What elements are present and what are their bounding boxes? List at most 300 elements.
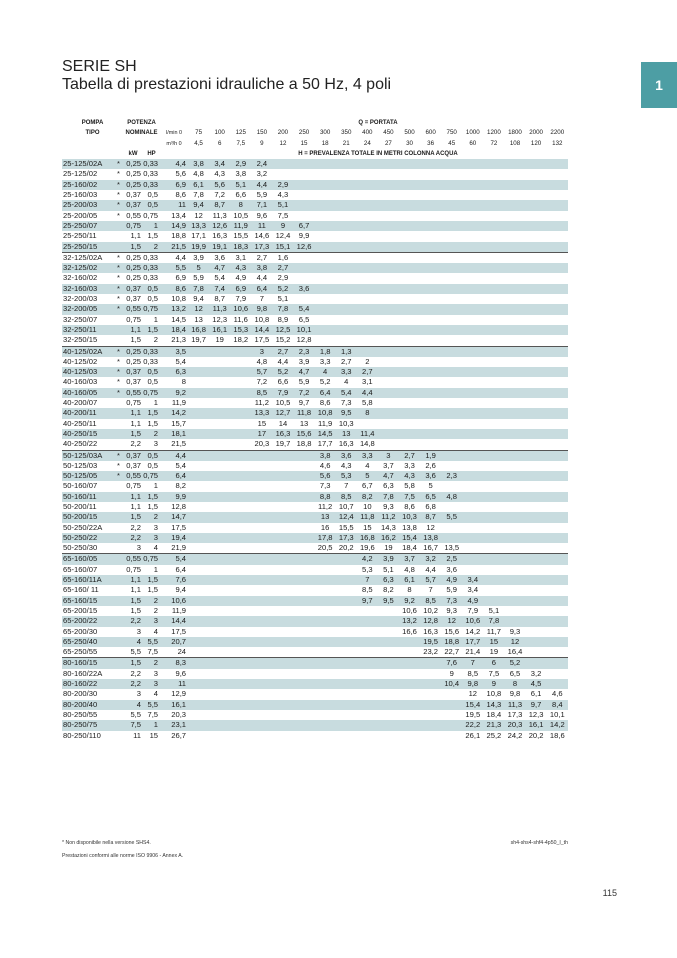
head-value — [483, 190, 504, 200]
head-value — [336, 242, 357, 253]
head-value — [188, 450, 209, 461]
head-value — [504, 252, 525, 263]
head-value — [336, 263, 357, 273]
head-value — [420, 439, 441, 450]
head-value — [399, 273, 420, 283]
power-hp: 0,75 — [143, 304, 159, 314]
head-value — [336, 554, 357, 565]
head-value — [209, 543, 230, 554]
head-value: 7,8 — [193, 190, 204, 200]
head-value — [315, 554, 336, 565]
head-value — [441, 221, 462, 231]
head-value — [483, 481, 504, 491]
head-value: 4 — [315, 367, 336, 377]
head-value: 7,8 — [378, 492, 399, 502]
head-value — [441, 502, 462, 512]
head-at-zero: 8 — [181, 377, 187, 387]
head-value: 12,6 — [209, 221, 230, 231]
head-value — [441, 242, 462, 253]
head-value: 9,8 — [462, 679, 483, 689]
head-value — [504, 315, 525, 325]
head-value — [526, 357, 547, 367]
head-value — [420, 304, 441, 314]
head-value: 19,6 — [359, 543, 375, 553]
head-value: 9,7 — [357, 596, 378, 606]
head-value — [188, 533, 209, 543]
head-value — [504, 346, 525, 357]
head-value: 3,4 — [467, 585, 479, 595]
head-value: 3 — [378, 450, 399, 461]
head-value — [251, 689, 272, 699]
head-value — [357, 616, 378, 626]
head-value — [504, 616, 525, 626]
head-value: 5,9 — [193, 273, 204, 283]
head-value: 7,9 — [272, 388, 293, 398]
head-value — [336, 606, 357, 616]
head-value: 6,4 — [251, 284, 272, 294]
head-value — [357, 637, 378, 647]
head-value: 3,3 — [357, 450, 378, 461]
power-kw: 0,25 — [123, 252, 143, 263]
availability-mark: * — [114, 388, 123, 398]
head-value: 20,3 — [504, 720, 525, 730]
power-hp: 3 — [153, 439, 159, 449]
power-hp: 0,33 — [143, 169, 159, 179]
head-value: 7 — [462, 658, 483, 669]
power-kw: 4 — [123, 637, 143, 647]
head-value: 16,1 — [209, 325, 230, 335]
power-hp: 0,75 — [143, 210, 159, 220]
head-value — [357, 731, 378, 741]
head-value — [251, 658, 272, 669]
head-value — [420, 357, 441, 367]
head-value: 6,3 — [378, 575, 399, 585]
head-value — [272, 502, 293, 512]
pump-model: 32-125/02A — [62, 252, 114, 263]
head-value: 10,6 — [230, 304, 251, 314]
availability-mark — [114, 533, 123, 543]
head-value: 5,2 — [272, 367, 293, 377]
pump-model: 40-125/03 — [62, 367, 114, 377]
head-value — [526, 627, 547, 637]
head-value — [399, 419, 420, 429]
head-value: 22,7 — [444, 647, 460, 657]
head-value — [294, 471, 315, 481]
head-value — [441, 461, 462, 471]
head-value: 3,6 — [209, 252, 230, 263]
head-value: 3,7 — [383, 460, 394, 470]
head-value — [188, 585, 209, 595]
head-value — [315, 242, 336, 253]
head-value — [526, 429, 547, 439]
head-value: 2,3 — [441, 471, 462, 481]
head-at-zero: 6,4 — [160, 471, 188, 481]
power-hp: 2 — [143, 512, 160, 522]
pump-model: 50-250/22 — [62, 533, 114, 543]
head-value — [336, 627, 357, 637]
head-value — [504, 543, 525, 554]
head-value: 4,8 — [193, 169, 204, 179]
head-value: 12 — [194, 210, 203, 220]
head-value: 13 — [194, 314, 203, 324]
head-value — [399, 689, 420, 699]
head-value: 7,5 — [399, 492, 420, 502]
head-value — [526, 492, 547, 502]
availability-mark: * — [114, 252, 123, 263]
head-at-zero: 5,4 — [175, 356, 187, 366]
head-value — [230, 720, 251, 730]
table-row — [62, 606, 568, 616]
availability-mark — [114, 616, 123, 626]
head-value: 11,8 — [294, 408, 315, 418]
head-value — [483, 377, 504, 387]
head-value — [294, 190, 315, 200]
head-value — [209, 585, 230, 595]
head-value: 16 — [320, 522, 330, 532]
head-value — [188, 419, 209, 429]
head-value — [547, 180, 568, 190]
lmin-value: 1200 — [487, 129, 501, 137]
head-value — [441, 429, 462, 439]
pump-model: 50-125/03 — [63, 460, 98, 470]
head-value — [441, 439, 462, 450]
head-value — [483, 273, 504, 283]
head-value — [441, 481, 462, 491]
power-kw: 0,37 — [123, 200, 143, 210]
head-value — [188, 346, 209, 357]
pump-model: 40-160/03 — [63, 377, 98, 387]
head-value: 5,9 — [256, 190, 268, 200]
head-at-zero: 12,9 — [171, 689, 187, 699]
head-value — [209, 450, 230, 461]
head-value: 7,8 — [483, 616, 504, 626]
head-value — [504, 294, 525, 304]
head-value — [462, 325, 483, 335]
head-value: 13,3 — [251, 408, 272, 418]
head-value — [294, 647, 315, 658]
performance-table — [62, 118, 568, 741]
table-row — [62, 346, 568, 357]
head-value — [483, 211, 504, 221]
head-value: 5,3 — [362, 564, 373, 574]
head-value — [251, 512, 272, 522]
power-kw: 1,1 — [130, 501, 142, 511]
table-row — [62, 190, 568, 200]
head-value: 8,5 — [362, 585, 373, 595]
pump-model: 25-250/15 — [62, 242, 114, 253]
head-value — [483, 565, 504, 575]
head-value — [230, 461, 251, 471]
head-value: 8,4 — [547, 700, 568, 710]
head-at-zero: 5,6 — [175, 169, 187, 179]
head-value — [526, 554, 547, 565]
head-value: 16,3 — [272, 429, 293, 439]
head-value — [441, 398, 462, 408]
head-value: 4,5 — [526, 679, 547, 689]
head-value: 3,7 — [399, 554, 420, 565]
head-value — [547, 169, 568, 179]
head-at-zero: 23,1 — [160, 720, 188, 730]
head-value: 11,6 — [233, 314, 248, 324]
power-hp: 1 — [153, 564, 159, 574]
head-value: 9,9 — [298, 231, 310, 241]
head-value — [547, 273, 568, 283]
head-value — [294, 554, 315, 565]
head-value — [504, 523, 525, 533]
power-kw: 0,37 — [126, 190, 142, 200]
head-value — [378, 408, 399, 418]
head-value — [547, 679, 568, 689]
head-value — [336, 720, 357, 730]
head-value — [188, 606, 209, 616]
head-value — [526, 450, 547, 461]
lmin-value: 600 — [425, 129, 436, 137]
head-value: 5,2 — [319, 377, 331, 387]
pump-model: 25-125/02 — [63, 169, 98, 179]
head-value — [251, 606, 272, 616]
head-value — [462, 169, 483, 179]
power-hp: 2 — [143, 658, 160, 669]
head-value — [315, 190, 336, 200]
table-row — [62, 481, 568, 491]
head-value — [357, 720, 378, 730]
table-row — [62, 492, 568, 502]
head-value — [209, 596, 230, 606]
head-value — [441, 335, 462, 346]
power-kw: 0,55 — [126, 210, 142, 220]
head-value: 3,6 — [294, 284, 315, 294]
table-row — [62, 575, 568, 585]
head-value — [399, 669, 420, 679]
pump-model: 65-250/55 — [63, 647, 98, 657]
head-value — [399, 252, 420, 263]
head-value — [272, 616, 293, 626]
head-value: 4,4 — [357, 388, 378, 398]
head-value — [230, 439, 251, 450]
availability-mark — [114, 637, 123, 647]
head-at-zero: 7,6 — [160, 575, 188, 585]
power-kw: 0,25 — [126, 169, 142, 179]
head-value — [378, 637, 399, 647]
head-value: 2,7 — [399, 450, 420, 461]
head-value — [483, 367, 504, 377]
power-hp: 0,5 — [147, 190, 159, 200]
head-value — [315, 669, 336, 679]
head-value: 4,4 — [256, 273, 268, 283]
head-value: 4 — [365, 460, 370, 470]
head-value — [230, 533, 251, 543]
head-value: 2 — [365, 356, 370, 366]
head-at-zero: 21,5 — [160, 242, 188, 253]
head-value: 4,6 — [319, 460, 331, 470]
table-row — [62, 533, 568, 543]
availability-mark — [114, 429, 123, 439]
head-value: 3,6 — [446, 564, 457, 574]
head-value — [315, 284, 336, 294]
table-row — [62, 377, 568, 387]
head-value: 17,3 — [251, 242, 272, 253]
head-value — [378, 242, 399, 253]
head-value — [209, 565, 230, 575]
head-value — [483, 575, 504, 585]
m3h-value: 15 — [300, 139, 308, 147]
head-value: 10,8 — [254, 314, 270, 324]
head-value — [526, 263, 547, 273]
power-hp: 1 — [143, 221, 160, 231]
head-value: 10,6 — [402, 605, 417, 615]
pump-model: 50-200/11 — [63, 501, 97, 511]
head-value — [399, 304, 420, 314]
pump-model: 80-200/40 — [62, 700, 114, 710]
head-value — [399, 367, 420, 377]
lmin-value: 2000 — [529, 129, 543, 137]
head-value — [483, 200, 504, 210]
table-row — [62, 419, 568, 429]
availability-mark: * — [117, 169, 120, 179]
head-at-zero: 3,5 — [160, 346, 188, 357]
head-value — [294, 543, 315, 554]
head-value: 8,8 — [315, 492, 336, 502]
head-value: 12 — [468, 689, 478, 699]
head-value — [526, 377, 547, 387]
head-value — [399, 294, 420, 304]
head-value: 9,5 — [378, 596, 399, 606]
table-row — [62, 200, 568, 210]
head-value — [547, 252, 568, 263]
head-value — [294, 679, 315, 689]
head-value — [504, 367, 525, 377]
head-value — [251, 585, 272, 595]
head-value: 3,9 — [188, 252, 209, 263]
head-value — [188, 710, 209, 720]
availability-mark: * — [114, 159, 123, 169]
head-value — [420, 294, 441, 304]
head-at-zero: 8,6 — [160, 284, 188, 294]
chapter-tab: 1 — [641, 62, 677, 108]
head-at-zero: 14,7 — [160, 512, 188, 522]
standards-note: Prestazioni conformi alle norme ISO 9906 - Annex A. — [62, 853, 184, 859]
head-value — [399, 720, 420, 730]
head-value — [315, 304, 336, 314]
head-value: 18,4 — [402, 543, 417, 553]
availability-mark — [114, 669, 123, 679]
m3h-value: 45 — [448, 139, 456, 147]
power-kw: 5,5 — [130, 709, 142, 719]
lmin-value: 1000 — [465, 129, 480, 137]
head-value — [272, 523, 293, 533]
head-value: 9,6 — [256, 210, 268, 220]
power-kw: 0,75 — [126, 398, 142, 408]
head-value — [420, 252, 441, 263]
head-value: 18,4 — [486, 709, 502, 719]
head-value: 3,8 — [251, 263, 272, 273]
m3h-value: 6 — [217, 139, 222, 147]
head-value — [188, 367, 209, 377]
head-value — [188, 637, 209, 647]
table-row — [62, 658, 568, 669]
head-value — [336, 273, 357, 283]
head-value: 5,9 — [298, 377, 310, 387]
head-value — [188, 398, 209, 408]
pump-model: 50-250/30 — [63, 543, 98, 553]
head-value: 9,5 — [336, 408, 357, 418]
head-value — [378, 700, 399, 710]
head-value: 9 — [449, 668, 454, 678]
head-value — [251, 627, 272, 637]
head-value — [526, 252, 547, 263]
head-value — [504, 284, 525, 294]
head-value — [441, 325, 462, 335]
power-hp: 1,5 — [143, 408, 160, 418]
head-value — [547, 616, 568, 626]
lmin-value: 150 — [256, 129, 268, 137]
head-value — [483, 429, 504, 439]
power-kw: 0,37 — [126, 377, 142, 387]
head-value — [294, 180, 315, 190]
head-value: 16,4 — [507, 647, 523, 657]
head-value — [526, 294, 547, 304]
pump-model: 80-250/75 — [62, 720, 114, 730]
head-value: 9,2 — [399, 596, 420, 606]
head-value — [420, 669, 441, 679]
head-value — [209, 523, 230, 533]
head-at-zero: 18,8 — [171, 231, 187, 241]
head-value — [251, 679, 272, 689]
head-value — [294, 720, 315, 730]
head-value — [209, 710, 230, 720]
power-kw: 1,1 — [130, 231, 142, 241]
head-value — [399, 346, 420, 357]
head-value — [378, 710, 399, 720]
head-at-zero: 13,4 — [171, 210, 187, 220]
head-value — [462, 554, 483, 565]
head-value — [483, 221, 504, 231]
head-value — [526, 481, 547, 491]
head-value — [230, 565, 251, 575]
head-value — [483, 398, 504, 408]
head-value — [526, 388, 547, 398]
power-kw: 0,75 — [126, 314, 142, 324]
head-at-zero: 18,4 — [160, 325, 188, 335]
head-value: 7,9 — [467, 605, 479, 615]
head-value — [441, 200, 462, 210]
head-value — [378, 252, 399, 263]
head-value — [441, 211, 462, 221]
power-kw: 1,1 — [123, 492, 143, 502]
power-hp: 3 — [143, 679, 160, 689]
head-value — [441, 273, 462, 283]
head-value — [399, 679, 420, 689]
head-value — [483, 252, 504, 263]
head-value: 20,2 — [338, 543, 354, 553]
head-value — [188, 439, 209, 450]
head-value — [420, 284, 441, 294]
head-value — [251, 616, 272, 626]
head-value — [251, 731, 272, 741]
head-value: 7,3 — [441, 596, 462, 606]
head-value — [547, 304, 568, 314]
head-value — [315, 211, 336, 221]
head-value — [399, 377, 420, 387]
head-value — [230, 731, 251, 741]
head-value — [420, 325, 441, 335]
head-value — [209, 700, 230, 710]
head-value — [378, 231, 399, 241]
head-value — [526, 543, 547, 554]
table-row — [62, 159, 568, 169]
head-value — [357, 252, 378, 263]
head-value: 5,7 — [420, 575, 441, 585]
